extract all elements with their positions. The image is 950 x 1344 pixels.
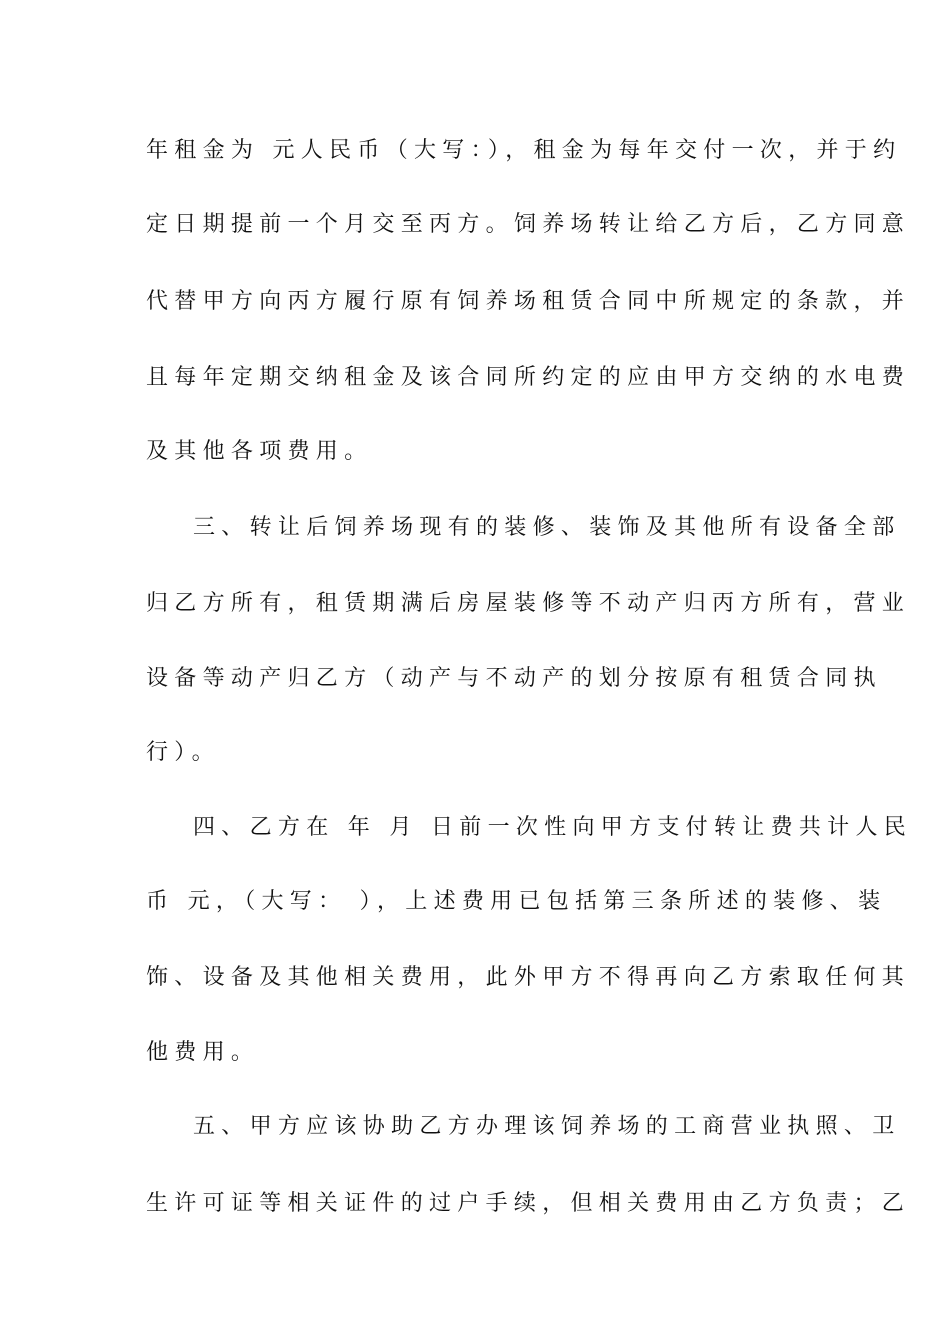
text-line: 行）。: [146, 740, 220, 765]
text-line: 归乙方所有，租赁期满后房屋装修等不动产归丙方所有，营业: [146, 591, 911, 616]
text-line: 且每年定期交纳租金及该合同所约定的应由甲方交纳的水电费: [146, 365, 911, 390]
text-line: 币 元，（大写： ），上述费用已包括第三条所述的装修、装: [146, 889, 887, 914]
text-line: 及其他各项费用。: [146, 439, 373, 464]
text-line: 代替甲方向丙方履行原有饲养场租赁合同中所规定的条款，并: [146, 289, 911, 314]
text-line: 他费用。: [146, 1040, 260, 1065]
text-line: 饰、设备及其他相关费用，此外甲方不得再向乙方索取任何其: [146, 965, 911, 990]
text-line: 定日期提前一个月交至丙方。饲养场转让给乙方后，乙方同意: [146, 212, 911, 237]
paragraph-start-line: 四、乙方在 年 月 日前一次性向甲方支付转让费共计人民: [193, 815, 913, 840]
paragraph-start-line: 五、甲方应该协助乙方办理该饲养场的工商营业执照、卫: [193, 1114, 901, 1139]
paragraph-start-line: 三、转让后饲养场现有的装修、装饰及其他所有设备全部: [193, 515, 901, 540]
text-line: 生许可证等相关证件的过户手续，但相关费用由乙方负责；乙: [146, 1191, 911, 1216]
text-line: 年租金为 元人民币（大写：），租金为每年交付一次，并于约: [146, 138, 902, 163]
text-line: 设备等动产归乙方（动产与不动产的划分按原有租赁合同执: [146, 666, 882, 691]
